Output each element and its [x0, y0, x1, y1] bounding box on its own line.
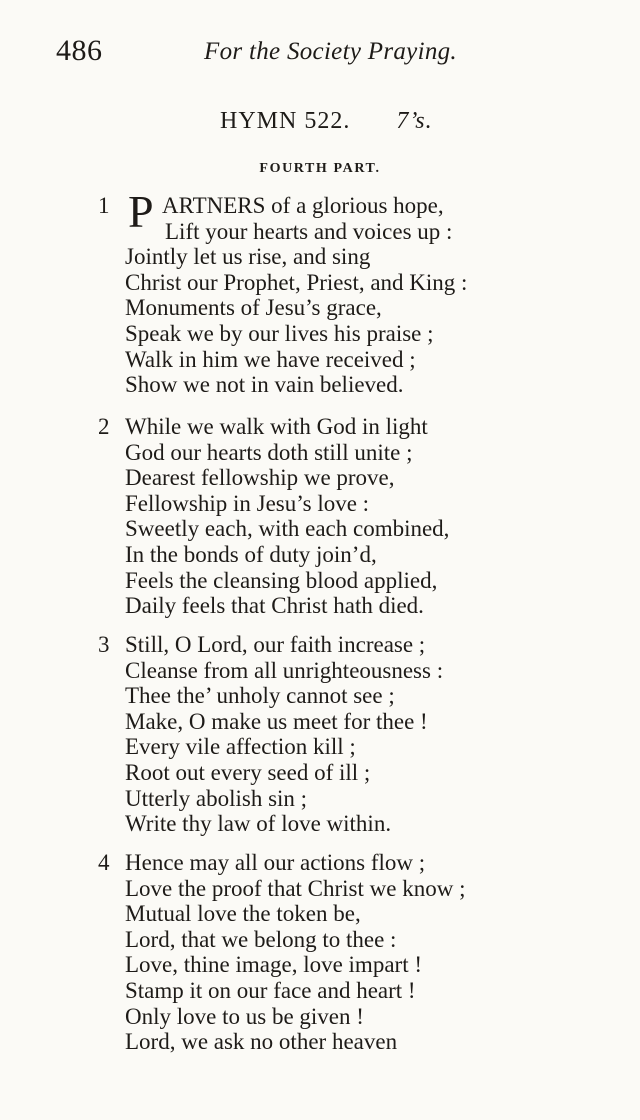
running-head: For the Society Praying.	[204, 38, 457, 65]
verse-line: Walk in him we have received ;	[125, 346, 416, 372]
verse-line: Stamp it on our face and heart !	[125, 978, 416, 1003]
verse-line: Feels the cleansing blood applied,	[125, 567, 438, 593]
verse-line: While we walk with God in light	[125, 414, 428, 439]
verse-line: Lord, that we belong to thee :	[125, 926, 397, 952]
part-heading: FOURTH PART.	[259, 161, 381, 176]
verse-line: Cleanse from all unrighteousness :	[125, 657, 444, 683]
verse-line: Lord, we ask no other heaven	[125, 1029, 398, 1055]
verse-line: Dearest fellowship we prove,	[125, 465, 395, 491]
verse-line: God our hearts doth still unite ;	[125, 439, 413, 465]
hymn-number: HYMN 522.	[220, 108, 351, 134]
verse-line: In the bonds of duty join’d,	[125, 542, 377, 567]
verse-line: Daily feels that Christ hath died.	[125, 593, 424, 619]
verse-line: Hence may all our actions flow ;	[125, 850, 426, 875]
hymn-meter: 7’s.	[396, 108, 433, 134]
verse-line: Only love to us be given !	[125, 1003, 364, 1029]
stanza-number: 4	[98, 850, 110, 875]
verse-line: Monuments of Jesu’s grace,	[125, 295, 382, 321]
stanza-number: 2	[98, 414, 110, 439]
verse-line: Sweetly each, with each combined,	[125, 516, 450, 542]
verse-line: ARTNERS of a glorious hope,	[162, 193, 444, 218]
verse-line: Every vile affection kill ;	[125, 734, 356, 760]
verse-line: Christ our Prophet, Priest, and King :	[125, 269, 468, 295]
verse-line: Show we not in vain believed.	[125, 372, 404, 398]
verse-line: Jointly let us rise, and sing	[125, 244, 371, 270]
stanza-number: 3	[98, 632, 110, 657]
verse-line: Love, thine image, love impart !	[125, 952, 422, 978]
verse-line: Make, O make us meet for thee !	[125, 708, 428, 734]
verse-line: Lift your hearts and voices up :	[165, 218, 453, 244]
stanza-number: 1	[98, 193, 110, 218]
verse-line: Mutual love the token be,	[125, 901, 361, 927]
verse-line: Utterly abolish sin ;	[125, 785, 308, 811]
drop-cap: P	[128, 186, 154, 237]
verse-line: Love the proof that Christ we know ;	[125, 875, 466, 901]
verse-line: Root out every seed of ill ;	[125, 760, 371, 785]
verse-line: Fellowship in Jesu’s love :	[125, 490, 370, 516]
verse-line: Still, O Lord, our faith increase ;	[125, 632, 426, 657]
page-number: 486	[56, 34, 103, 67]
hymn-title	[220, 108, 433, 135]
verse-line: Thee the’ unholy cannot see ;	[125, 683, 395, 709]
verse-line: Write thy law of love within.	[125, 811, 392, 837]
verse-line: Speak we by our lives his praise ;	[125, 321, 434, 346]
page-header	[0, 34, 640, 74]
